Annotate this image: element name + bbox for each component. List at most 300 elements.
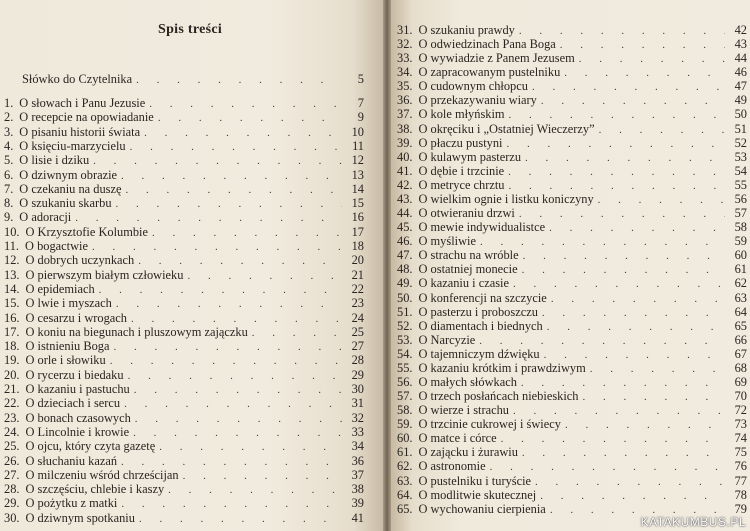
toc-entry-page: 21: [351, 267, 364, 282]
toc-entry-page: 56: [734, 191, 747, 206]
toc-entry: [4, 139, 364, 154]
toc-entry-number: 42.: [397, 177, 413, 192]
leader-dots: [183, 469, 342, 483]
leader-dots: [121, 497, 342, 511]
toc-entry-page: 13: [351, 167, 364, 182]
toc-entry: [4, 110, 364, 125]
toc-entry-page: 25: [351, 324, 364, 339]
toc-entry-number: 48.: [397, 262, 413, 277]
toc-entry-text: O bogactwie: [25, 239, 88, 253]
toc-entry-page: 67: [734, 346, 747, 361]
toc-entry-text: O wierze i strachu: [418, 403, 509, 418]
leader-dots: [532, 80, 725, 94]
toc-entry-number: 25.: [4, 439, 20, 454]
toc-entry: [397, 276, 747, 291]
toc-entry-text: O tajemniczym dźwięku: [418, 346, 540, 361]
toc-entry-text: O istnieniu Boga: [25, 339, 110, 354]
toc-entry-page: 43: [734, 37, 747, 52]
toc-entry-text: O koniu na biegunach i pluszowym zajączku: [25, 324, 248, 339]
toc-entry: [4, 153, 364, 168]
toc-entry: [397, 107, 747, 122]
toc-entry-page: 46: [734, 65, 747, 80]
toc-entry-number: 21.: [4, 382, 20, 396]
leader-dots: [479, 334, 725, 348]
toc-entry-page: 50: [734, 107, 747, 122]
toc-entry-text: O dziwnym obrazie: [19, 167, 118, 182]
leader-dots: [125, 183, 342, 197]
toc-entry-number: 51.: [397, 304, 413, 319]
toc-entry-number: 2.: [4, 110, 14, 125]
toc-entry-page: 41: [351, 510, 364, 525]
toc-entry-page: 47: [734, 79, 747, 94]
leader-dots: [252, 326, 342, 340]
toc-entry-text: O kazaniu i pastuchu: [25, 382, 130, 396]
toc-entry: [397, 65, 747, 80]
toc-entry-text: O orle i słowiku: [25, 353, 106, 368]
leader-dots: [513, 277, 725, 291]
toc-entry-number: 50.: [397, 290, 413, 305]
leader-dots: [121, 169, 342, 183]
toc-entry: [397, 37, 747, 52]
toc-entry-number: 38.: [397, 121, 413, 136]
leader-dots: [535, 475, 725, 489]
toc-entry-number: 62.: [397, 459, 413, 474]
toc-entry-text: O Lincolnie i krowie: [25, 424, 130, 439]
toc-entry-page: 77: [734, 473, 747, 488]
toc-entry-number: 59.: [397, 417, 413, 432]
leader-dots: [92, 240, 342, 254]
toc-entry-number: 47.: [397, 248, 413, 263]
toc-entry-text: O kole młyńskim: [418, 107, 505, 122]
leader-dots: [480, 235, 725, 249]
leader-dots: [544, 348, 725, 362]
toc-entry-page: 14: [351, 181, 364, 196]
toc-entry: [4, 282, 364, 297]
toc-entry-page: 61: [734, 262, 747, 277]
toc-entry-number: 44.: [397, 206, 413, 221]
leader-dots: [509, 179, 725, 193]
toc-entry-number: 63.: [397, 473, 413, 488]
toc-entry-page: 69: [734, 375, 747, 389]
toc-entry-text: O szczęściu, chlebie i kaszy: [25, 482, 165, 497]
toc-entry-page: 11: [352, 138, 364, 153]
toc-intro-entry: [22, 72, 364, 87]
toc-entry-number: 32.: [397, 37, 413, 52]
leader-dots: [144, 126, 342, 140]
toc-entry-page: 59: [734, 234, 747, 249]
toc-entry-text: O dziwnym spotkaniu: [25, 510, 135, 525]
leader-dots: [128, 369, 342, 383]
toc-entry: [4, 368, 364, 383]
toc-entry-page: 12: [351, 153, 364, 168]
leader-dots: [549, 221, 725, 235]
toc-entry-text: O wywiadzie z Panem Jezusem: [418, 51, 575, 66]
toc-entry: [4, 482, 364, 497]
toc-entry-text: O trzcinie cukrowej i świecy: [418, 417, 561, 432]
toc-entry-text: O trzech posłańcach niebieskich: [418, 389, 579, 404]
toc-entry-text: O pisaniu historii świata: [19, 124, 141, 139]
toc-entry: [4, 168, 364, 183]
toc-entry: [397, 234, 747, 249]
leader-dots: [138, 254, 342, 268]
toc-entry: [397, 361, 747, 376]
toc-entry-page: 28: [351, 353, 364, 368]
toc-entry-page: 52: [734, 135, 747, 150]
toc-entry-text: O kulawym pasterzu: [418, 149, 522, 164]
toc-entry-page: 23: [351, 296, 364, 311]
toc-entry-text: O strachu na wróble: [418, 248, 519, 263]
toc-entry-number: 45.: [397, 220, 413, 235]
toc-entry: [397, 192, 747, 207]
toc-entry: [397, 488, 747, 503]
toc-entry-number: 20.: [4, 367, 20, 382]
toc-entry: [4, 125, 364, 140]
toc-entry: [397, 51, 747, 66]
toc-entry-text: O milczeniu wśród chrześcijan: [25, 467, 179, 482]
toc-entry-number: 18.: [4, 339, 20, 354]
toc-entry-text: O konferencji na szczycie: [418, 290, 547, 305]
toc-entry-number: 8.: [4, 196, 14, 211]
toc-entry-number: 14.: [4, 281, 20, 296]
toc-entry: [4, 511, 364, 526]
toc-entry-number: 31.: [397, 23, 413, 37]
toc-entry-number: 33.: [397, 51, 413, 66]
toc-entry-page: 10: [351, 124, 364, 139]
toc-entry: [397, 291, 747, 306]
toc-entry: [397, 417, 747, 432]
toc-entry-page: 63: [734, 290, 747, 305]
book-gutter: [383, 0, 391, 531]
toc-entry: [4, 339, 364, 354]
toc-entry-text: O recepcie na opowiadanie: [19, 110, 154, 125]
toc-entry-text: O wychowaniu cierpienia: [418, 501, 546, 516]
toc-entry-number: 37.: [397, 107, 413, 122]
toc-entry: [4, 454, 364, 469]
leader-dots: [522, 263, 725, 277]
toc-entry-number: 6.: [4, 167, 14, 182]
toc-entry: [397, 319, 747, 334]
toc-entry-number: 65.: [397, 501, 413, 516]
toc-entry: [4, 411, 364, 426]
leader-dots: [513, 404, 725, 418]
leader-dots: [113, 340, 342, 354]
toc-entry-page: 39: [351, 496, 364, 511]
toc-entry-number: 28.: [4, 482, 20, 497]
leader-dots: [152, 226, 342, 240]
toc-entry-number: 58.: [397, 403, 413, 418]
toc-entry-number: 5.: [4, 153, 14, 168]
leader-dots: [540, 489, 725, 503]
toc-entry-text: O czekaniu na duszę: [19, 181, 122, 196]
toc-entry-number: 56.: [397, 375, 413, 389]
toc-entry-page: 29: [351, 367, 364, 382]
toc-entry-page: 70: [734, 389, 747, 404]
toc-entry-number: 16.: [4, 310, 20, 325]
toc-entry-page: 36: [351, 453, 364, 468]
toc-entry-page: 76: [734, 459, 747, 474]
toc-entry-text: O matce i córce: [418, 431, 497, 446]
leader-dots: [187, 269, 342, 283]
toc-entry-page: 74: [734, 431, 747, 446]
toc-entry: [397, 445, 747, 460]
toc-entry-page: 30: [351, 382, 364, 396]
toc-entry-text: O adoracji: [19, 210, 72, 225]
leader-dots: [551, 292, 725, 306]
toc-entry: [4, 468, 364, 483]
toc-entry-text: O pustelniku i turyście: [418, 473, 532, 488]
toc-entry-page: 49: [734, 93, 747, 108]
toc-entry-page: 72: [734, 403, 747, 418]
leader-dots: [134, 383, 342, 397]
leader-dots: [598, 193, 725, 207]
toc-entry-text: O kazaniu i czasie: [418, 276, 509, 291]
toc-entry-number: 15.: [4, 296, 20, 311]
leader-dots: [519, 207, 725, 221]
toc-entry-page: 16: [351, 210, 364, 225]
toc-entry: [4, 182, 364, 197]
toc-entry-text: O słuchaniu kazań: [25, 453, 118, 468]
leader-dots: [121, 455, 342, 469]
toc-entry: [397, 178, 747, 193]
toc-entry-number: 29.: [4, 496, 20, 511]
toc-entry-number: 46.: [397, 234, 413, 249]
toc-entry-number: 55.: [397, 360, 413, 375]
leader-dots: [565, 418, 725, 432]
leader-dots: [523, 249, 725, 263]
toc-entry-number: 57.: [397, 389, 413, 404]
toc-entry-page: 38: [351, 482, 364, 497]
toc-entry-text: O lwie i myszach: [25, 296, 112, 311]
toc-entry: [4, 239, 364, 254]
leader-dots: [159, 440, 342, 454]
toc-entry-number: 23.: [4, 410, 20, 425]
leader-dots: [133, 426, 342, 440]
toc-entry-number: 19.: [4, 353, 20, 368]
toc-entry-text: O otwieraniu drzwi: [418, 206, 515, 221]
toc-entry: [4, 425, 364, 440]
toc-entry-number: 10.: [4, 224, 20, 239]
toc-entry-text: O wielkim ognie i listku koniczyny: [418, 191, 594, 206]
toc-entry: [397, 262, 747, 277]
toc-entry-number: 60.: [397, 431, 413, 446]
toc-entry-text: O dębie i trzcinie: [418, 163, 505, 178]
toc-entry-number: 49.: [397, 276, 413, 291]
toc-entry-page: 53: [734, 149, 747, 164]
toc-entry-page: 18: [351, 239, 364, 253]
toc-entry: [397, 459, 747, 474]
toc-entry-number: 7.: [4, 181, 14, 196]
toc-entry-number: 64.: [397, 487, 413, 502]
toc-entry-number: 41.: [397, 163, 413, 178]
toc-entry-page: 32: [351, 410, 364, 425]
leader-dots: [564, 66, 725, 80]
toc-entry-text: O Narcyzie: [418, 332, 476, 347]
toc-entry: [397, 333, 747, 348]
toc-entry-page: 79: [734, 501, 747, 516]
toc-entry-page: 51: [734, 121, 747, 136]
toc-entry-number: 39.: [397, 135, 413, 150]
toc-entry-page: 20: [351, 253, 364, 268]
toc-entry-page: 58: [734, 220, 747, 235]
toc-entry-text: O dzieciach i sercu: [25, 396, 121, 411]
toc-entry: [397, 206, 747, 221]
toc-entry: [397, 93, 747, 108]
toc-entry-page: 55: [734, 177, 747, 192]
toc-entry: [4, 210, 364, 225]
toc-entry-page: 60: [734, 248, 747, 263]
toc-entry-page: 42: [734, 23, 747, 37]
toc-entry-number: 52.: [397, 318, 413, 333]
toc-entry: [4, 382, 364, 397]
right-page: [391, 0, 750, 531]
toc-entry-text: O dobrych uczynkach: [25, 253, 135, 268]
toc-entry-number: 26.: [4, 453, 20, 468]
toc-entry: [4, 253, 364, 268]
toc-entry-text: O rycerzu i biedaku: [25, 367, 124, 382]
toc-entry-number: 1.: [4, 96, 14, 110]
toc-entry-text: O zającku i żurawiu: [418, 445, 518, 460]
toc-entry-page: 44: [734, 51, 747, 66]
toc-entry-number: 43.: [397, 191, 413, 206]
toc-entry: [397, 248, 747, 263]
leader-dots: [124, 397, 342, 411]
leader-dots: [168, 483, 342, 497]
toc-entry-number: 17.: [4, 324, 20, 339]
leader-dots: [130, 140, 342, 154]
toc-entry-number: 3.: [4, 124, 14, 139]
toc-entry-text: O diamentach i biednych: [418, 318, 543, 333]
toc-entry-number: 4.: [4, 138, 14, 153]
toc-entry-page: 5: [357, 72, 364, 86]
toc-entry-page: 31: [351, 396, 364, 411]
toc-entry-number: 36.: [397, 93, 413, 108]
toc-entry-page: 37: [351, 467, 364, 482]
toc-entry: [397, 375, 747, 390]
toc-entry-text: O metryce chrztu: [418, 177, 505, 192]
toc-entry: [4, 496, 364, 511]
toc-entry-page: 64: [734, 304, 747, 319]
toc-entry-text: O okręciku i „Ostatniej Wieczerzy”: [418, 121, 595, 136]
toc-entry-page: 22: [351, 281, 364, 296]
toc-entry: [4, 96, 364, 111]
toc-entry-text: O mewie indywidualistce: [418, 220, 546, 235]
leader-dots: [508, 165, 725, 179]
toc-entry: [4, 196, 364, 211]
toc-entry-page: 57: [734, 206, 747, 221]
toc-entry-text: O bonach czasowych: [25, 410, 131, 425]
toc-entry: [4, 311, 364, 326]
leader-dots: [490, 460, 725, 474]
leader-dots: [560, 38, 725, 52]
leader-dots: [116, 197, 342, 211]
toc-entry: [397, 136, 747, 151]
leader-dots: [582, 390, 725, 404]
toc-entry-page: 65: [734, 318, 747, 333]
toc-entry-number: 30.: [4, 510, 20, 525]
toc-entry-text: O pasterzu i proboszczu: [418, 304, 538, 319]
toc-entry-page: 66: [734, 332, 747, 347]
toc-entry-text: O zapracowanym pustelniku: [418, 65, 561, 80]
toc-entry-page: 75: [734, 445, 747, 460]
toc-entry-page: 15: [351, 196, 364, 211]
watermark: KATAKUMBUS.PL: [640, 515, 746, 529]
toc-entry: [397, 220, 747, 235]
leader-dots: [99, 283, 342, 297]
toc-entry-text: O przekazywaniu wiary: [418, 93, 537, 108]
leader-dots: [158, 111, 342, 125]
toc-entry-text: O płaczu pustyni: [418, 135, 503, 150]
toc-entry: [397, 23, 747, 38]
toc-entry-text: O kazaniu krótkim i prawdziwym: [418, 360, 586, 375]
leader-dots: [501, 432, 725, 446]
toc-entry-number: 24.: [4, 424, 20, 439]
toc-entry-text: O małych słówkach: [418, 375, 517, 389]
toc-entry: [4, 325, 364, 340]
toc-entry-text: O cesarzu i wrogach: [25, 310, 127, 325]
leader-dots: [590, 362, 725, 376]
toc-entry-number: 9.: [4, 210, 14, 225]
toc-entry-page: 33: [351, 424, 364, 439]
toc-entry-text: O ostatniej monecie: [418, 262, 518, 277]
leader-dots: [506, 137, 725, 151]
toc-entry-text: O modlitwie skutecznej: [418, 487, 537, 502]
toc-entry-text: O odwiedzinach Pana Boga: [418, 37, 556, 52]
toc-entry-page: 62: [734, 276, 747, 291]
toc-entry: [4, 225, 364, 240]
leader-dots: [136, 73, 342, 87]
leader-dots: [135, 412, 342, 426]
toc-entry-number: 22.: [4, 396, 20, 411]
toc-entry-number: 40.: [397, 149, 413, 164]
toc-entry-text: O księciu-marzycielu: [19, 138, 126, 153]
toc-entry: [397, 122, 747, 137]
leader-dots: [521, 376, 725, 390]
leader-dots: [542, 306, 725, 320]
toc-entry-number: 27.: [4, 467, 20, 482]
toc-entry-text: O szukaniu skarbu: [19, 196, 112, 211]
toc-entry-text: O cudownym chłopcu: [418, 79, 528, 94]
toc-entry: [4, 396, 364, 411]
toc-entry-text: O pożytku z matki: [25, 496, 118, 511]
leader-dots: [509, 108, 725, 122]
toc-entry-number: 13.: [4, 267, 20, 282]
toc-entry-number: 35.: [397, 79, 413, 94]
toc-entry-page: 68: [734, 360, 747, 375]
toc-entry-number: 54.: [397, 346, 413, 361]
toc-entry: [397, 431, 747, 446]
leader-dots: [579, 52, 725, 66]
toc-entry-text: O szukaniu prawdy: [418, 23, 515, 37]
toc-entry: [397, 474, 747, 489]
leader-dots: [547, 320, 725, 334]
toc-entry-text: O ojcu, który czyta gazetę: [25, 439, 156, 454]
toc-entry: [4, 439, 364, 454]
toc-entry: [4, 268, 364, 283]
toc-entry-text: O lisie i dziku: [19, 153, 90, 168]
toc-entry-text: O epidemiach: [25, 281, 95, 296]
toc-entry-number: 61.: [397, 445, 413, 460]
toc-entry-page: 7: [357, 96, 364, 110]
leader-dots: [541, 94, 725, 108]
toc-entry: [397, 389, 747, 404]
toc-entry: [397, 164, 747, 179]
toc-entry-text: O słowach i Panu Jezusie: [19, 96, 146, 110]
toc-entry-page: 73: [734, 417, 747, 432]
toc-entry-page: 9: [357, 110, 364, 125]
toc-entry-text: O myśliwie: [418, 234, 476, 249]
leader-dots: [519, 24, 725, 38]
leader-dots: [116, 297, 342, 311]
